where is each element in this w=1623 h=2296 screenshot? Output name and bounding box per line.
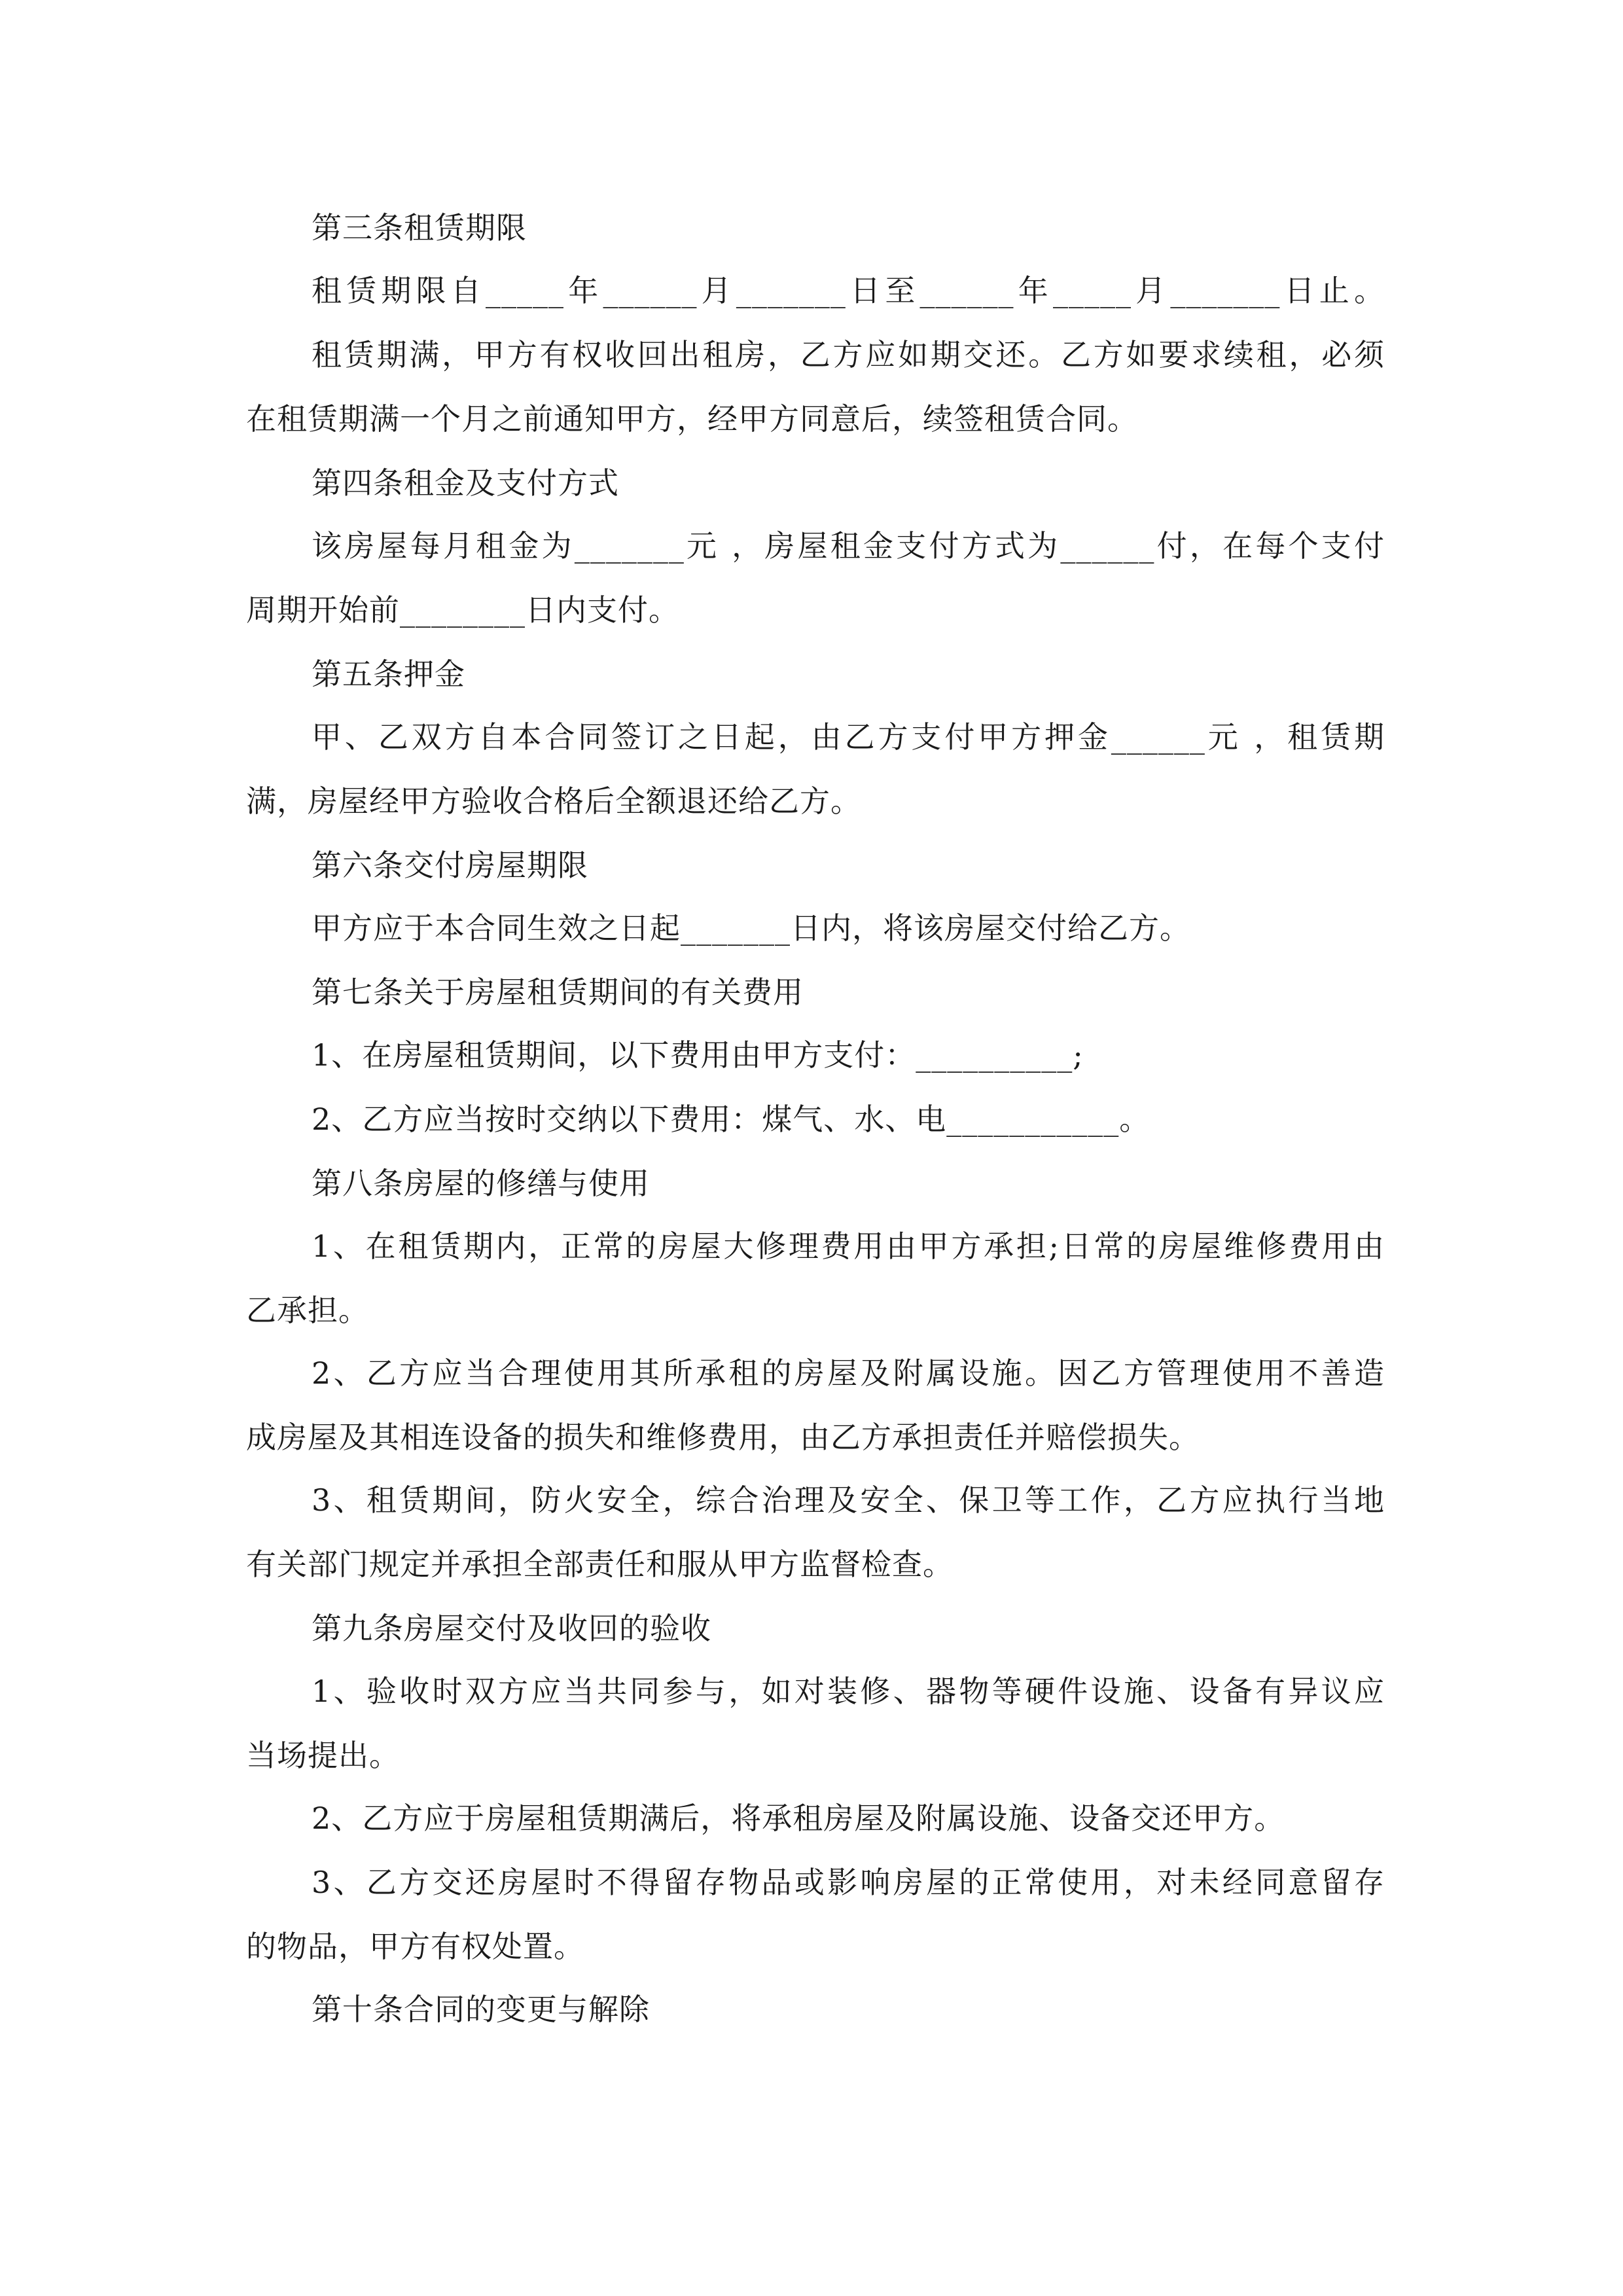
paragraph-line: 乙承担。: [246, 1293, 369, 1328]
paragraph-line: 的物品，甲方有权处置。: [246, 1929, 584, 1964]
list-item: 3、租赁期间，防火安全，综合治理及安全、保卫等工作，乙方应执行当地: [312, 1482, 1385, 1518]
paragraph-line: 在租赁期满一个月之前通知甲方，经甲方同意后，续签租赁合同。: [246, 401, 1138, 437]
article-4-heading: 第四条租金及支付方式: [312, 465, 619, 501]
article-8-heading: 第八条房屋的修缮与使用: [312, 1166, 650, 1201]
paragraph-line: 成房屋及其相连设备的损失和维修费用，由乙方承担责任并赔偿损失。: [246, 1420, 1200, 1455]
list-item: 2、乙方应当按时交纳以下费用：煤气、水、电___________。: [312, 1102, 1150, 1137]
article-10-heading: 第十条合同的变更与解除: [312, 1992, 650, 2027]
article-9-heading: 第九条房屋交付及收回的验收: [312, 1611, 711, 1646]
paragraph-line: 租赁期满，甲方有权收回出租房，乙方应如期交还。乙方如要求续租，必须: [312, 337, 1385, 372]
paragraph-line: 满，房屋经甲方验收合格后全额退还给乙方。: [246, 783, 861, 819]
paragraph-line: 有关部门规定并承担全部责任和服从甲方监督检查。: [246, 1547, 954, 1582]
list-item: 2、乙方应于房屋租赁期满后，将承租房屋及附属设施、设备交还甲方。: [312, 1801, 1285, 1836]
article-3-heading: 第三条租赁期限: [312, 210, 527, 245]
paragraph-line: 周期开始前________日内支付。: [246, 592, 679, 628]
paragraph-line: 当场提出。: [246, 1738, 400, 1773]
list-item: 1、在房屋租赁期间，以下费用由甲方支付：__________;: [312, 1037, 1084, 1073]
list-item: 2、乙方应当合理使用其所承租的房屋及附属设施。因乙方管理使用不善造: [312, 1355, 1385, 1391]
paragraph-line: 甲方应于本合同生效之日起_______日内，将该房屋交付给乙方。: [312, 910, 1190, 946]
paragraph-line: 该房屋每月租金为_______元 ，房屋租金支付方式为______付，在每个支付: [312, 528, 1385, 564]
paragraph-line: 甲、乙双方自本合同签订之日起，由乙方支付甲方押金______元 ，租赁期: [312, 719, 1385, 755]
article-5-heading: 第五条押金: [312, 656, 465, 692]
list-item: 1、在租赁期内，正常的房屋大修理费用由甲方承担;日常的房屋维修费用由: [312, 1229, 1385, 1264]
article-6-heading: 第六条交付房屋期限: [312, 848, 588, 883]
lease-term-line: 租赁期限自_____年______月_______日至______年_____月_______日止。: [312, 273, 1385, 308]
list-item: 1、验收时双方应当共同参与，如对装修、器物等硬件设施、设备有异议应: [312, 1674, 1385, 1709]
list-item: 3、乙方交还房屋时不得留存物品或影响房屋的正常使用，对未经同意留存: [312, 1865, 1385, 1900]
article-7-heading: 第七条关于房屋租赁期间的有关费用: [312, 975, 804, 1010]
